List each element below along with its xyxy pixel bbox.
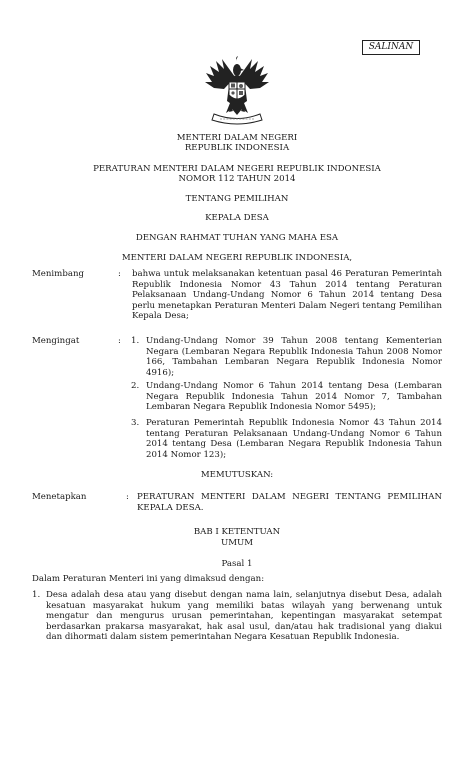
menimbang-label: Menimbang <box>32 269 84 279</box>
about-line2: KEPALA DESA <box>205 213 269 223</box>
menetapkan-colon: : <box>126 492 129 502</box>
regulation-title-line2: NOMOR 112 TAHUN 2014 <box>178 174 296 184</box>
mengingat-item-1-text: Undang-Undang Nomor 39 Tahun 2008 tentang Kementerian Negara (Lembaran Negara Republik Indonesia Tahun 2008 Nomor 166, Tambahan Lembaran Negara Republik Indonesia Nomor 4916); <box>146 336 442 378</box>
salinan-badge: SALINAN <box>362 40 420 55</box>
article-item-1-number: 1. <box>32 590 41 600</box>
blessing-line: DENGAN RAHMAT TUHAN YANG MAHA ESA <box>135 233 339 243</box>
garuda-pancasila-emblem-icon <box>202 55 272 127</box>
article-intro: Dalam Peraturan Menteri ini yang dimaksud dengan: <box>32 574 265 584</box>
menimbang-text: bahwa untuk melaksanakan ketentuan pasal 46 Peraturan Pemerintah Republik Indonesia Nomor 43 Tahun 2014 tentang Peraturan Pelaksanaan Undang-Undang Nomor 6 Tahun 2014 tentang Desa perlu menetapkan Peraturan Menteri Dalam Negeri tentang Pemilihan Kepala Desa; <box>132 269 442 322</box>
chapter-heading-line1: BAB I KETENTUAN <box>193 527 281 537</box>
chapter-heading-line2: UMUM <box>220 538 254 548</box>
menetapkan-label: Menetapkan <box>32 492 87 502</box>
mengingat-colon: : <box>118 336 121 346</box>
mengingat-item-3-text: Peraturan Pemerintah Republik Indonesia Nomor 43 Tahun 2014 tentang Peraturan Pelaksanaan Undang-Undang Nomor 6 Tahun 2014 tentang Desa (Lembaran Negara Republik Indonesia Tahun 2014 Nomor 123); <box>146 418 442 460</box>
memutuskan-heading: MEMUTUSKAN: <box>200 470 274 480</box>
regulation-title-line1: PERATURAN MENTERI DALAM NEGERI REPUBLIK INDONESIA <box>93 164 381 174</box>
mengingat-label: Mengingat <box>32 336 80 346</box>
office-title-line2: REPUBLIK INDONESIA <box>184 143 290 153</box>
minister-line: MENTERI DALAM NEGERI REPUBLIK INDONESIA, <box>121 253 353 263</box>
mengingat-item-3-number: 3. <box>131 418 140 428</box>
mengingat-item-2-number: 2. <box>131 381 140 391</box>
menimbang-colon: : <box>118 269 121 279</box>
menetapkan-text: PERATURAN MENTERI DALAM NEGERI TENTANG PEMILIHAN KEPALA DESA. <box>137 492 442 513</box>
mengingat-item-2-text: Undang-Undang Nomor 6 Tahun 2014 tentang Desa (Lembaran Negara Republik Indonesia Tahun 2014 Nomor 7, Tambahan Lembaran Negara Republik Indonesia Nomor 5495); <box>146 381 442 413</box>
about-line1: TENTANG PEMILIHAN <box>185 194 289 204</box>
article-item-1-text: Desa adalah desa atau yang disebut dengan nama lain, selanjutnya disebut Desa, adalah kesatuan masyarakat hukum yang memiliki batas wilayah yang berwenang untuk mengatur dan mengurus urusan pemerintahan, kepentingan masyarakat setempat berdasarkan prakarsa masyarakat, hak asal usul, dan/atau hak tradisional yang diakui dan dihormati dalam sistem pemerintahan Negara Kesatuan Republik Indonesia. <box>46 590 442 643</box>
article-title: Pasal 1 <box>221 559 253 569</box>
mengingat-item-1-number: 1. <box>131 336 140 346</box>
office-title-line1: MENTERI DALAM NEGERI <box>176 133 298 143</box>
